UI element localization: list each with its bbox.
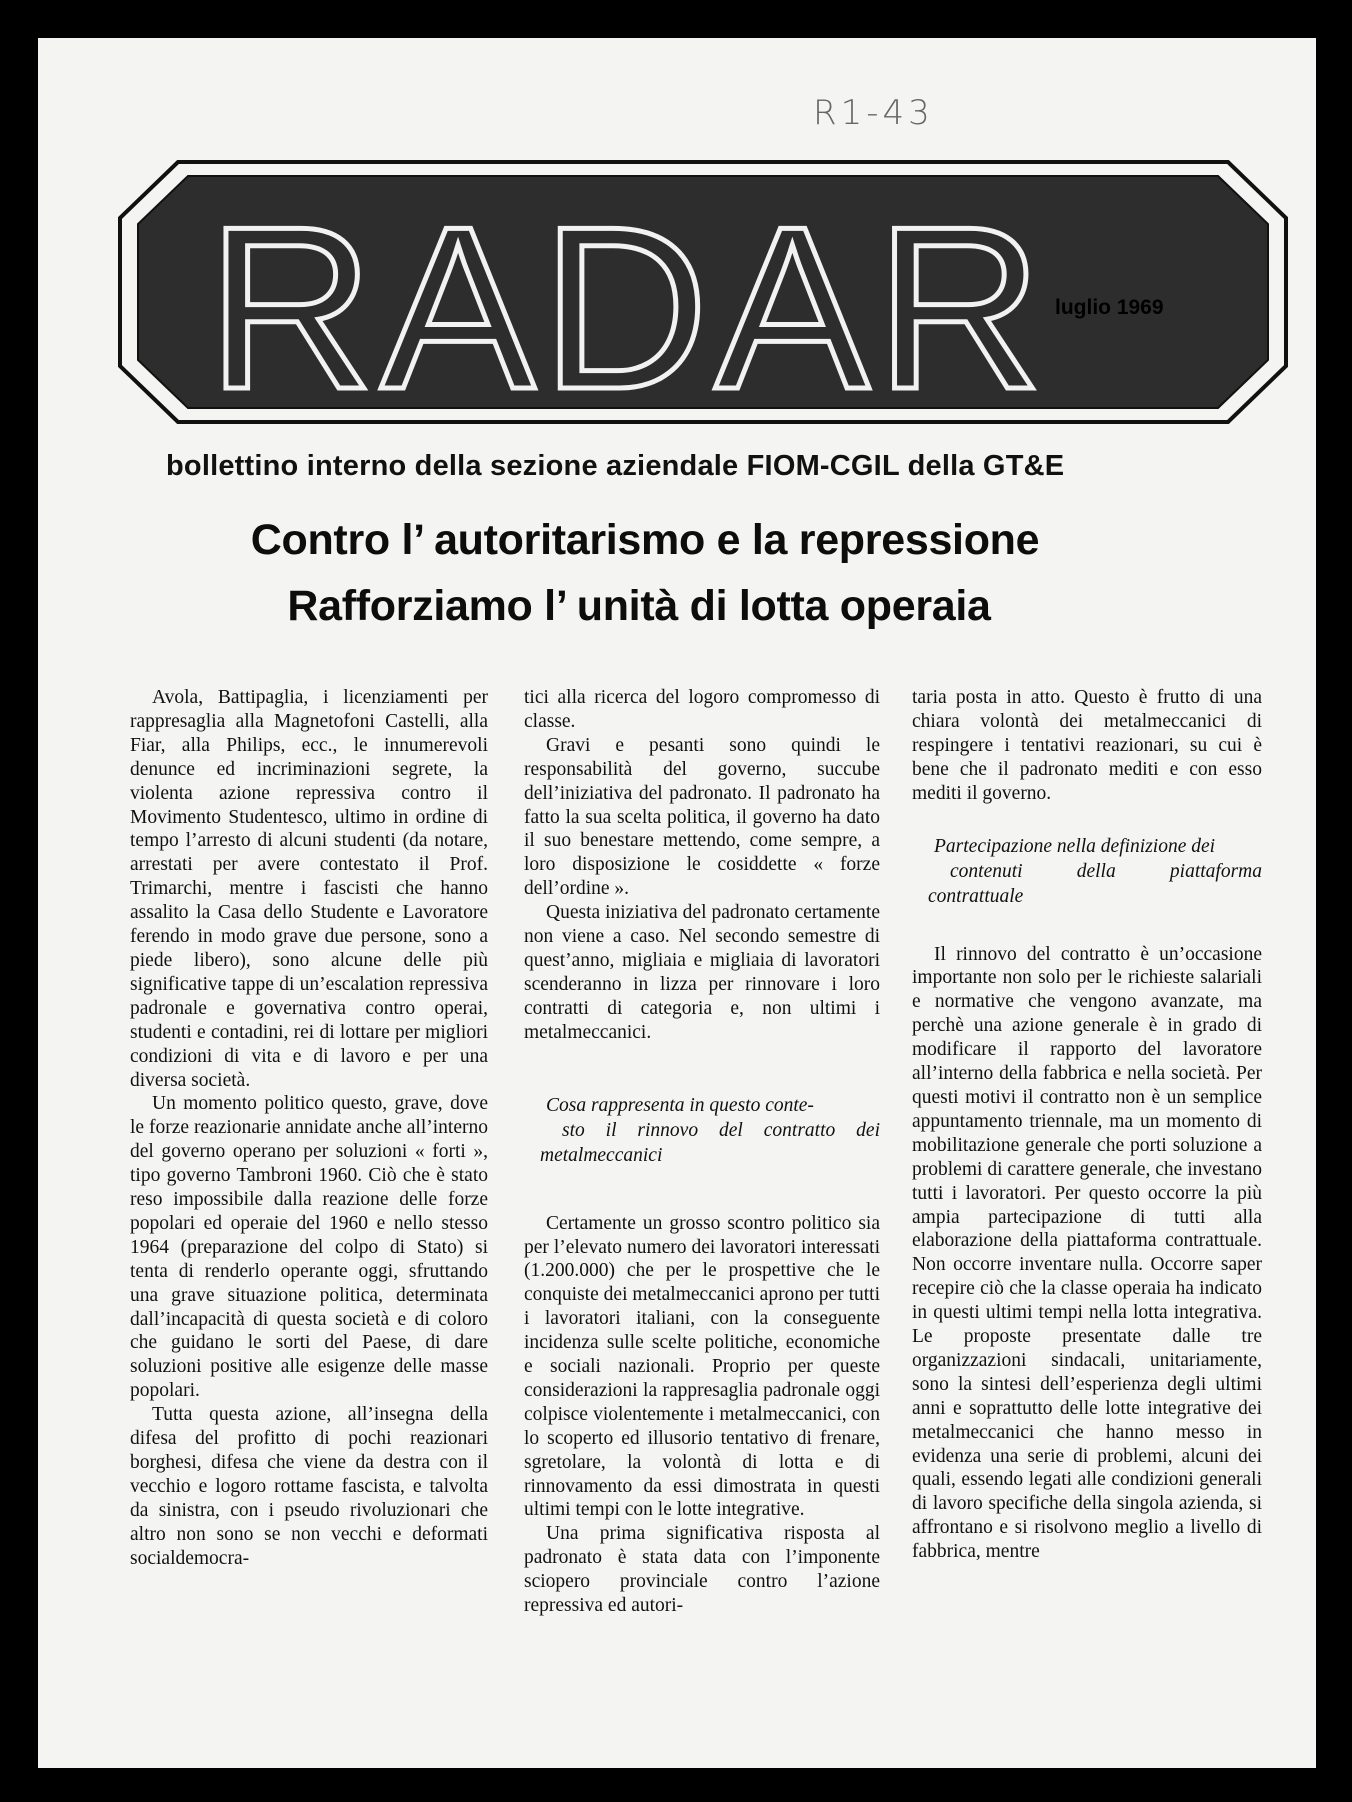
handwritten-annotation: R1-43 bbox=[813, 93, 934, 133]
headline-line-2: Rafforziamo l’ unità di lotta operaia bbox=[287, 582, 991, 630]
paragraph: Un momento politico questo, grave, dove le forze reazionarie annidate anche all’interno del governo operano per soluzioni « forti », tipo governo Tambroni 1960. Ciò che è stato reso impossibile dalla reazione delle forze popolari ed operaie del 1960 e nello stesso 1964 (preparazione del colpo di Stato) si tenta di renderlo operante oggi, sfruttando una grave situazione politica, determinata dall’incapacità di questa società e di coloro che guidano le sorti del Paese, di dare soluzioni positive alle esigenze delle masse popolari. bbox=[130, 1093, 488, 1402]
masthead-banner bbox=[118, 156, 1288, 428]
issue-date: luglio 1969 bbox=[1055, 296, 1164, 319]
headline-line-1: Contro l’ autoritarismo e la repressione bbox=[250, 516, 1040, 564]
paragraph: Gravi e pesanti sono quindi le responsabilità del governo, succube dell’iniziativa del padronato. Il padronato ha fatto la sua scelta politica, il governo ha dato il suo benestare mettendo, come sempre, a loro disposizione le cosiddette « forze dell’ordine ». bbox=[524, 734, 880, 900]
section-heading-line: contenuti della piattaforma contrattuale bbox=[928, 860, 1262, 907]
paragraph: Questa iniziativa del padronato certamente non viene a caso. Nel secondo semestre di quest’anno, migliaia e migliaia di lavoratori scenderanno in lizza per rinnovare i loro contratti di categoria e, non ultimi i metalmeccanici. bbox=[524, 902, 880, 1043]
section-heading-line: Cosa rappresenta in questo conte- bbox=[546, 1094, 814, 1116]
masthead-subtitle: bollettino interno della sezione aziendale FIOM-CGIL della GT&E bbox=[166, 450, 1065, 482]
paragraph: Certamente un grosso scontro politico sia per l’elevato numero dei lavoratori interessati (1.200.000) che per le prospettive che le conquiste dei metalmeccanici aprono per tutti i lavoratori italiani, con la conseguente incidenza sulle scelte politiche, economiche e sociali nazionali. Proprio per queste considerazioni la rappresaglia padronale oggi colpisce violentemente i metalmeccanici, con lo scoperto ed illusorio tentativo di frenare, sgretolare, la volontà di lotta e di rinnovamento da essi dimostrata in questi ultimi tempi con le lotte integrative. bbox=[524, 1212, 880, 1521]
newsletter-page bbox=[38, 38, 1316, 1768]
paragraph: taria posta in atto. Questo è frutto di una chiara volontà dei metalmeccanici di respingere i tentativi reazionari, su cui è bene che il padronato mediti e con esso mediti il governo. bbox=[912, 687, 1262, 804]
masthead-title: RADAR bbox=[206, 179, 1050, 428]
paragraph: tici alla ricerca del logoro compromesso di classe. bbox=[524, 687, 880, 732]
paragraph: Avola, Battipaglia, i licenziamenti per rappresaglia alla Magnetofoni Castelli, alla Fiar, alla Philips, ecc., le innumerevoli denunce ed incriminazioni segrete, la violenta azione repressiva contro il Movimento Studentesco, ultimo in ordine di tempo l’arresto di alcuni studenti (da notare, arrestati per avere contestato il Prof. Trimarchi, mentre i fascisti che hanno assalito la Casa dello Studente e Lavoratore ferendo in modo grave due persone, sono a piede libero), sono alcune delle più significative tappe di un’escalation repressiva padronale e governativa contro operai, studenti e contadini, rei di lottare per migliori condizioni di vita e di lavoro e per una diversa società. bbox=[130, 687, 488, 1091]
article-column-3 bbox=[912, 686, 1262, 1564]
section-heading-line: sto il rinnovo del contratto dei metalmeccanici bbox=[540, 1119, 880, 1166]
radar-logo bbox=[118, 156, 1288, 428]
paragraph: Il rinnovo del contratto è un’occasione importante non solo per le richieste salariali e normative che vengono avanzate, ma perchè una azione generale è in grado di modificare il rapporto del lavoratore all’interno della fabbrica e nella società. Per questi motivi il contratto non è un semplice appuntamento triennale, ma un momento di mobilitazione generale che porti soluzione a problemi di carattere generale, che investano tutti i lavoratori. Per questo occorre la più ampia partecipazione di tutti alla elaborazione della piattaforma contrattuale. Non occorre inventare nulla. Occorre saper recepire ciò che la classe operaia ha indicato in questi ultimi tempi nella lotta integrativa. Le proposte presentate dalle tre organizzazioni sindacali, unitariamente, sono la sintesi dell’esperienza degli ultimi anni e soprattutto delle lotte integrative dei metalmeccanici che hanno messo in evidenza una serie di problemi, alcuni dei quali, essendo legati alle condizioni generali di lavoro specifiche della singola azienda, si affrontano e si risolvono meglio a livello di fabbrica, mentre bbox=[912, 943, 1262, 1563]
article-column-1 bbox=[130, 686, 488, 1571]
article-column-2 bbox=[524, 686, 880, 1618]
section-heading bbox=[524, 1093, 880, 1168]
paragraph: Una prima significativa risposta al padronato è stata data con l’imponente sciopero provinciale contro l’azione repressiva ed autori- bbox=[524, 1523, 880, 1617]
section-heading-line: Partecipazione nella definizione dei bbox=[934, 835, 1216, 857]
paragraph: Tutta questa azione, all’insegna della difesa del profitto di pochi reazionari borghesi, difesa che viene da destra con il vecchio e logoro rottame fascista, e talvolta da sinistra, con i pseudo rivoluzionari che altro non sono se non vecchi e deformati socialdemocra- bbox=[130, 1404, 488, 1569]
section-heading bbox=[912, 834, 1262, 909]
